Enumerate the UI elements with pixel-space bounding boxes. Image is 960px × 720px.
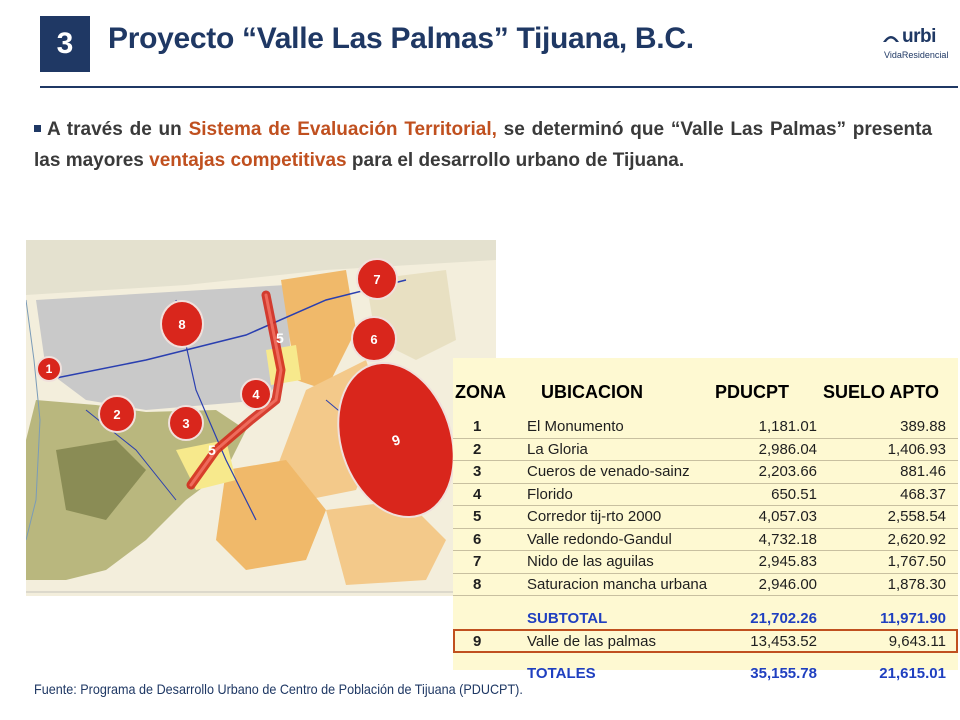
- cell-suelo: 1,878.30: [831, 573, 958, 596]
- intro-paragraph: [34, 114, 932, 176]
- intro-highlight-2: ventajas competitivas: [149, 150, 347, 171]
- cell-zona: 2: [453, 438, 517, 461]
- subtotal-row: [453, 608, 958, 630]
- totales-suelo: 21,615.01: [879, 665, 946, 683]
- cell-ubicacion: Valle de las palmas: [527, 632, 656, 650]
- cell-ubicacion: Cueros de venado-sainz: [517, 461, 717, 484]
- cell-pducpt: 2,945.83: [717, 551, 831, 574]
- cell-suelo: 389.88: [831, 416, 958, 438]
- cell-zona: 3: [453, 461, 517, 484]
- zone-marker-6: 6: [351, 316, 397, 362]
- urbi-logo-icon: [882, 30, 900, 48]
- cell-ubicacion: Valle redondo-Gandul: [517, 528, 717, 551]
- zone-label-5a: 5: [276, 330, 284, 346]
- cell-zona: 8: [453, 573, 517, 596]
- cell-pducpt: 1,181.01: [717, 416, 831, 438]
- intro-text-2: se determinó que “Valle Las Palmas” presenta las mayores: [34, 119, 933, 171]
- cell-zona: 6: [453, 528, 517, 551]
- cell-pducpt: 4,057.03: [717, 506, 831, 529]
- cell-ubicacion: Florido: [517, 483, 717, 506]
- subtotal-suelo: 11,971.90: [880, 609, 946, 627]
- totales-pducpt: 35,155.78: [750, 665, 817, 683]
- slide-number-badge: [40, 16, 90, 72]
- cell-suelo: 1,767.50: [831, 551, 958, 574]
- intro-text-1: A través de un: [47, 119, 189, 140]
- cell-ubicacion: Corredor tij-rto 2000: [517, 506, 717, 529]
- intro-highlight-1: Sistema de Evaluación Territorial,: [188, 119, 497, 140]
- table-row: [453, 551, 958, 574]
- bullet-icon: [34, 125, 41, 132]
- cell-suelo: 1,406.93: [831, 438, 958, 461]
- col-header-zona: ZONA: [455, 382, 506, 402]
- cell-suelo: 9,643.11: [888, 632, 946, 650]
- table-row: [453, 461, 958, 484]
- table-row: [453, 416, 958, 438]
- table-row: [453, 573, 958, 596]
- zone-marker-3: 3: [168, 405, 204, 441]
- subtotal-label: SUBTOTAL: [527, 609, 608, 627]
- cell-suelo: 2,620.92: [831, 528, 958, 551]
- col-header-suelo-apto: SUELO APTO: [823, 382, 940, 402]
- cell-pducpt: 2,203.66: [717, 461, 831, 484]
- col-header-pducpt: PDUCPT: [715, 382, 790, 402]
- cell-ubicacion: Nido de las aguilas: [517, 551, 717, 574]
- cell-pducpt: 2,946.00: [717, 573, 831, 596]
- totales-label: TOTALES: [527, 665, 596, 683]
- logo-word: urbi: [902, 26, 936, 47]
- highlight-row: [453, 629, 958, 653]
- zone-marker-1: 1: [36, 356, 62, 382]
- source-footnote: [34, 681, 577, 697]
- zone-label-5b: 5: [208, 442, 216, 458]
- zones-table: [453, 358, 958, 683]
- zone-marker-4: 4: [240, 378, 272, 410]
- zone-marker-7: 7: [356, 258, 398, 300]
- cell-ubicacion: Saturacion mancha urbana: [517, 573, 717, 596]
- cell-zona: 4: [453, 483, 517, 506]
- cell-pducpt: 650.51: [717, 483, 831, 506]
- zones-table-body: [453, 416, 958, 685]
- cell-suelo: 881.46: [831, 461, 958, 484]
- cell-pducpt: 2,986.04: [717, 438, 831, 461]
- subtotal-pducpt: 21,702.26: [750, 609, 817, 627]
- table-row: [453, 506, 958, 529]
- table-row: [453, 483, 958, 506]
- cell-suelo: 468.37: [831, 483, 958, 506]
- slide-number: 3: [56, 27, 74, 60]
- cell-suelo: 2,558.54: [831, 506, 958, 529]
- cell-zona: 7: [453, 551, 517, 574]
- cell-zona: 9: [473, 632, 482, 650]
- zone-marker-9: 9: [318, 347, 474, 534]
- cell-ubicacion: La Gloria: [517, 438, 717, 461]
- intro-text-3: para el desarrollo urbano de Tijuana.: [346, 150, 685, 171]
- cell-zona: 1: [453, 416, 517, 438]
- cell-pducpt: 13,453.52: [750, 632, 817, 650]
- cell-ubicacion: El Monumento: [517, 416, 717, 438]
- table-row: [453, 438, 958, 461]
- col-header-ubicacion: UBICACION: [541, 382, 643, 402]
- cell-zona: 5: [453, 506, 517, 529]
- page-title: Proyecto “Valle Las Palmas” Tijuana, B.C.: [108, 22, 694, 55]
- cell-pducpt: 4,732.18: [717, 528, 831, 551]
- footnote-text: Fuente: Programa de Desarrollo Urbano de Centro de Población de Tijuana (PDUCPT).: [34, 681, 523, 697]
- header-divider: [40, 86, 958, 88]
- zone-marker-2: 2: [98, 395, 136, 433]
- urbi-logo: [882, 26, 954, 66]
- table-row: [453, 528, 958, 551]
- logo-subtitle: VidaResidencial: [884, 50, 949, 60]
- zone-marker-8: 8: [160, 300, 204, 348]
